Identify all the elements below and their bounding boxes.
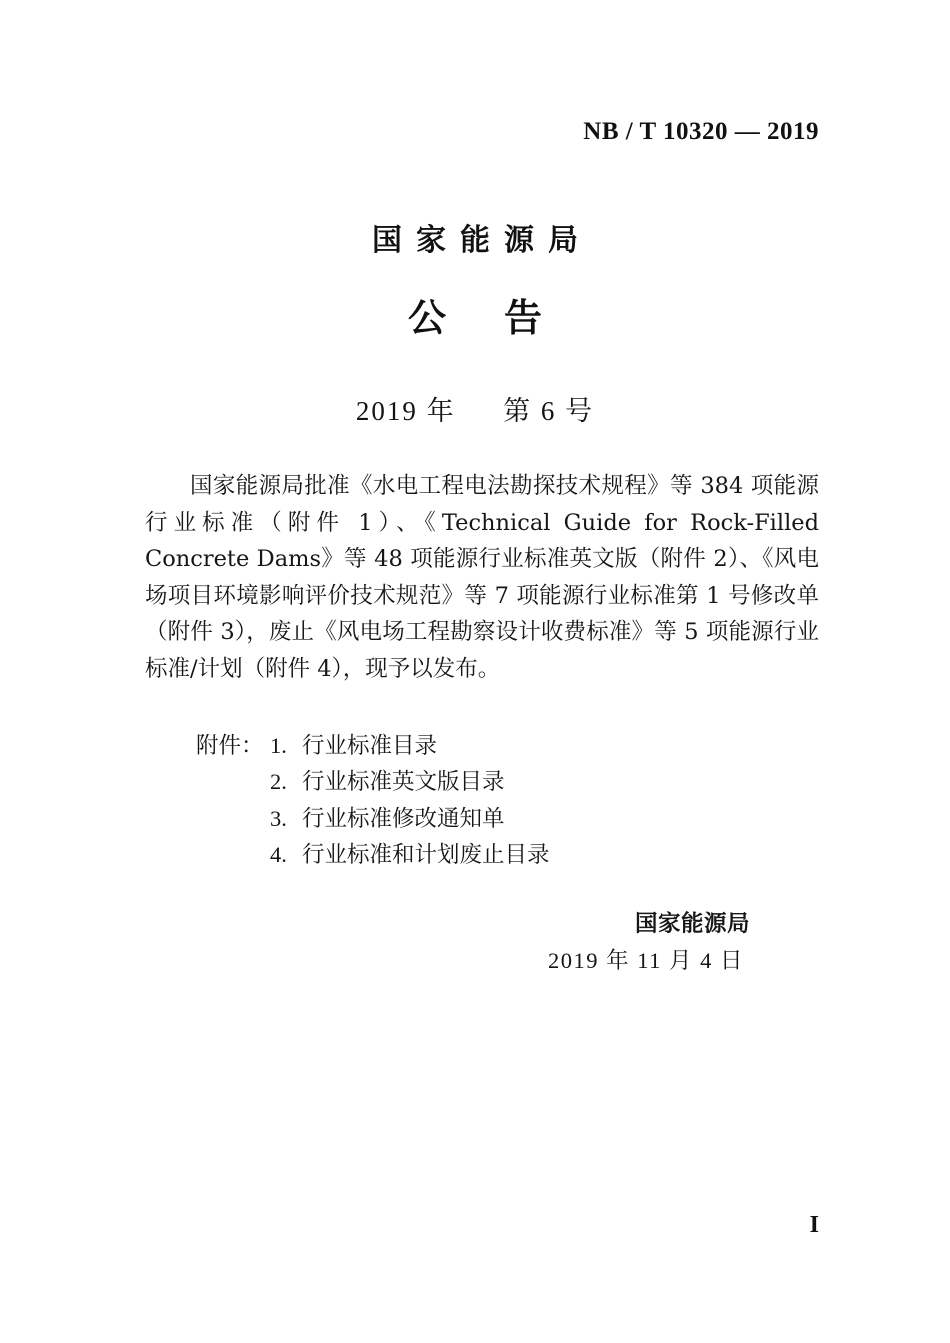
attachment-title: 行业标准修改通知单 [302, 805, 505, 832]
announcement-paragraph: 国家能源局批准《水电工程电法勘探技术规程》等 384 项能源行业标准（附件 1）、《Technical Guide for Rock-Filled Concrete Dams》等 48 项能源行业标准英文版（附件 2）、《风电场项目环境影响评价技术规范》等 7 项能源行业标准第 1 号修改单（附件 3），废止《风电场工程勘察设计收费标准》等 5 项能源行业标准/计划（附件 4），现予以发布。 [145, 473, 819, 682]
announcement-body [145, 468, 819, 688]
attachment-title: 行业标准和计划废止目录 [302, 842, 550, 869]
attachment-number: 1. [270, 733, 287, 758]
attachment-list-label: 附件： [196, 733, 264, 759]
attachment-number: 3. [270, 805, 287, 831]
signature-block [0, 906, 950, 979]
document-kind-title: 公告 [407, 295, 600, 340]
signature-organization: 国家能源局 [634, 911, 750, 937]
attachment-title: 行业标准目录 [302, 733, 438, 759]
attachment-item [196, 728, 550, 764]
attachment-item [196, 764, 550, 800]
masthead [0, 224, 950, 340]
issue-number: 第 6 号 [503, 396, 595, 426]
signature-date: 2019 年 11 月 4 日 [547, 947, 744, 973]
attachment-title: 行业标准英文版目录 [302, 769, 505, 796]
attachment-number: 2. [270, 769, 287, 795]
attachment-list [196, 728, 550, 874]
issuing-organization-title: 国家能源局 [372, 223, 592, 258]
standard-number-header: NB / T 10320 — 2019 [583, 118, 819, 145]
attachment-number: 4. [270, 842, 287, 868]
attachment-item [196, 801, 550, 837]
issue-line [0, 389, 950, 428]
issue-year: 2019 年 [355, 396, 456, 426]
page-number: I [809, 1212, 819, 1238]
attachment-item [196, 837, 550, 873]
